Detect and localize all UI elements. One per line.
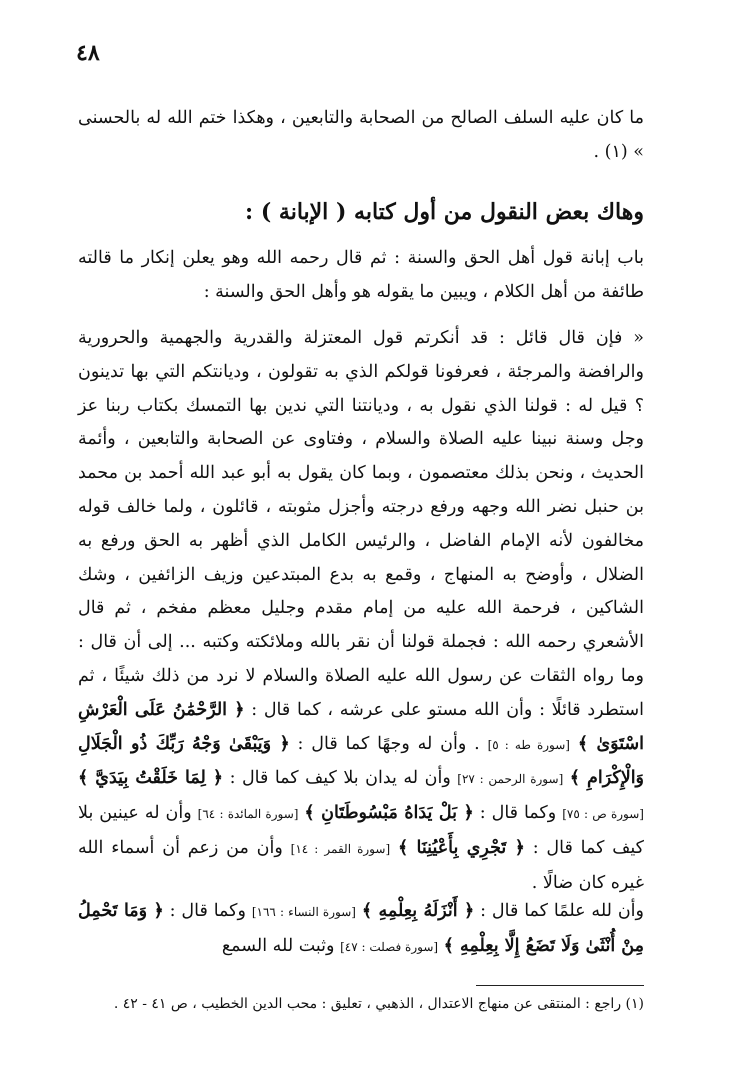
final-text: وكما قال : bbox=[169, 901, 246, 921]
verse-reference: [سورة ص : ٧٥] bbox=[562, 807, 644, 822]
quote-text: وكما قال : bbox=[479, 803, 557, 824]
quran-verse: ﴿ بَلْ يَدَاهُ مَبْسُوطَتَانِ ﴾ bbox=[304, 803, 474, 824]
quote-text: وأن له عينين بلا كيف كما قال : bbox=[78, 803, 644, 858]
quote-text: « فإن قال قائل : قد أنكرتم قول المعتزلة والقدرية والجهمية والحرورية والرافضة والمرجئة ، فعرفونا قولكم الذي به تقولون ، وديانتكم التي بها تدينون ؟ قيل له : قولنا الذي نقول به ، وديانتنا التي ندين بها التمسك بكتاب ربنا عز وجل وسنة نبينا عليه الصلاة والسلام ، وفتاوى عن الصحابة والتابعين ، وأئمة الحديث ، ونحن بذلك معتصمون ، وبما كان يقول به أبو عبد الله أحمد بن محمد بن حنبل نضر الله وجهه ورفع درجته وأجزل مثوبته ، قائلون ، ولما خالف قوله مخالفون لأنه الإمام الفاضل ، والرئيس الكامل الذي أظهر به الحق ورفع به الضلال ، وأوضح به المنهاج ، وقمع به بدع المبتدعين وزيف الزائفين ، وشك الشاكين ، فرحمة الله عليه من إمام مقدم وجليل معظم مفخم ، ثم قال الأشعري رحمه الله : فجملة قولنا أن نقر بالله وملائكته وكتبه ... إلى أن قال : وما رواه الثقات عن رسول الله عليه الصلاة والسلام لا نرد من ذلك شيئًا ، ثم استطرد قائلًا : وأن الله مستو على عرشه ، كما قال : bbox=[78, 328, 644, 720]
quran-verse: ﴿ وَمَا تَحْمِلُ مِنْ أُنْثَىٰ وَلَا تَضَعُ إِلَّا بِعِلْمِهِ ﴾ bbox=[78, 901, 644, 956]
verse-reference: [سورة المائدة : ٦٤] bbox=[197, 807, 299, 822]
intro-paragraph: ما كان عليه السلف الصالح من الصحابة والتابعين ، وهكذا ختم الله له بالحسنى » (١) . bbox=[78, 108, 644, 162]
verse-reference: [سورة القمر : ١٤] bbox=[290, 841, 391, 856]
quran-verse: ﴿ تَجْرِي بِأَعْيُنِنَا ﴾ bbox=[397, 837, 525, 858]
final-text: وأن لله علمًا كما قال : bbox=[480, 901, 644, 921]
quote-text: . وأن له وجهًا كما قال : bbox=[297, 733, 480, 754]
footnote-separator bbox=[476, 985, 644, 986]
quran-verse: ﴿ أَنْزَلَهُ بِعِلْمِهِ ﴾ bbox=[361, 901, 475, 921]
section-heading: وهاك بعض النقول من أول كتابه ( الإبانة ) : bbox=[245, 199, 644, 225]
quran-verse: ﴿ لِمَا خَلَقْتُ بِيَدَيَّ ﴾ bbox=[78, 768, 224, 789]
verse-reference: [سورة النساء : ١٦٦] bbox=[251, 905, 356, 919]
footnote: (١) راجع : المنتقى عن منهاج الاعتدال ، الذهبي ، تعليق : محب الدين الخطيب ، ص ٤١ - ٤٢ . bbox=[113, 996, 644, 1012]
quran-verse: ﴿ وَيَبْقَىٰ وَجْهُ رَبِّكَ ذُو الْجَلَالِ وَالْإِكْرَامِ ﴾ bbox=[78, 733, 645, 789]
quote-text: وأن من زعم أن أسماء الله غيره كان ضالًا . bbox=[78, 837, 644, 893]
verse-reference: [سورة طه : ٥] bbox=[487, 737, 570, 752]
final-text: وثبت لله السمع bbox=[221, 935, 335, 956]
page-number: ٤٨ bbox=[76, 40, 100, 66]
quote-paragraph bbox=[78, 322, 645, 893]
quran-verse: ﴿ الرَّحْمَٰنُ عَلَى الْعَرْشِ اسْتَوَىٰ ﴾ bbox=[78, 699, 644, 754]
verse-reference: [سورة الرحمن : ٢٧] bbox=[457, 772, 564, 787]
final-paragraph bbox=[78, 895, 644, 965]
chapter-paragraph: باب إبانة قول أهل الحق والسنة : ثم قال رحمه الله وهو يعلن إنكار ما قالته طائفة من أهل الكلام ، ويبين ما يقوله هو وأهل الحق والسنة : bbox=[78, 248, 644, 302]
verse-reference: [سورة فصلت : ٤٧] bbox=[340, 939, 439, 954]
quote-text: وأن له يدان بلا كيف كما قال : bbox=[229, 768, 451, 789]
